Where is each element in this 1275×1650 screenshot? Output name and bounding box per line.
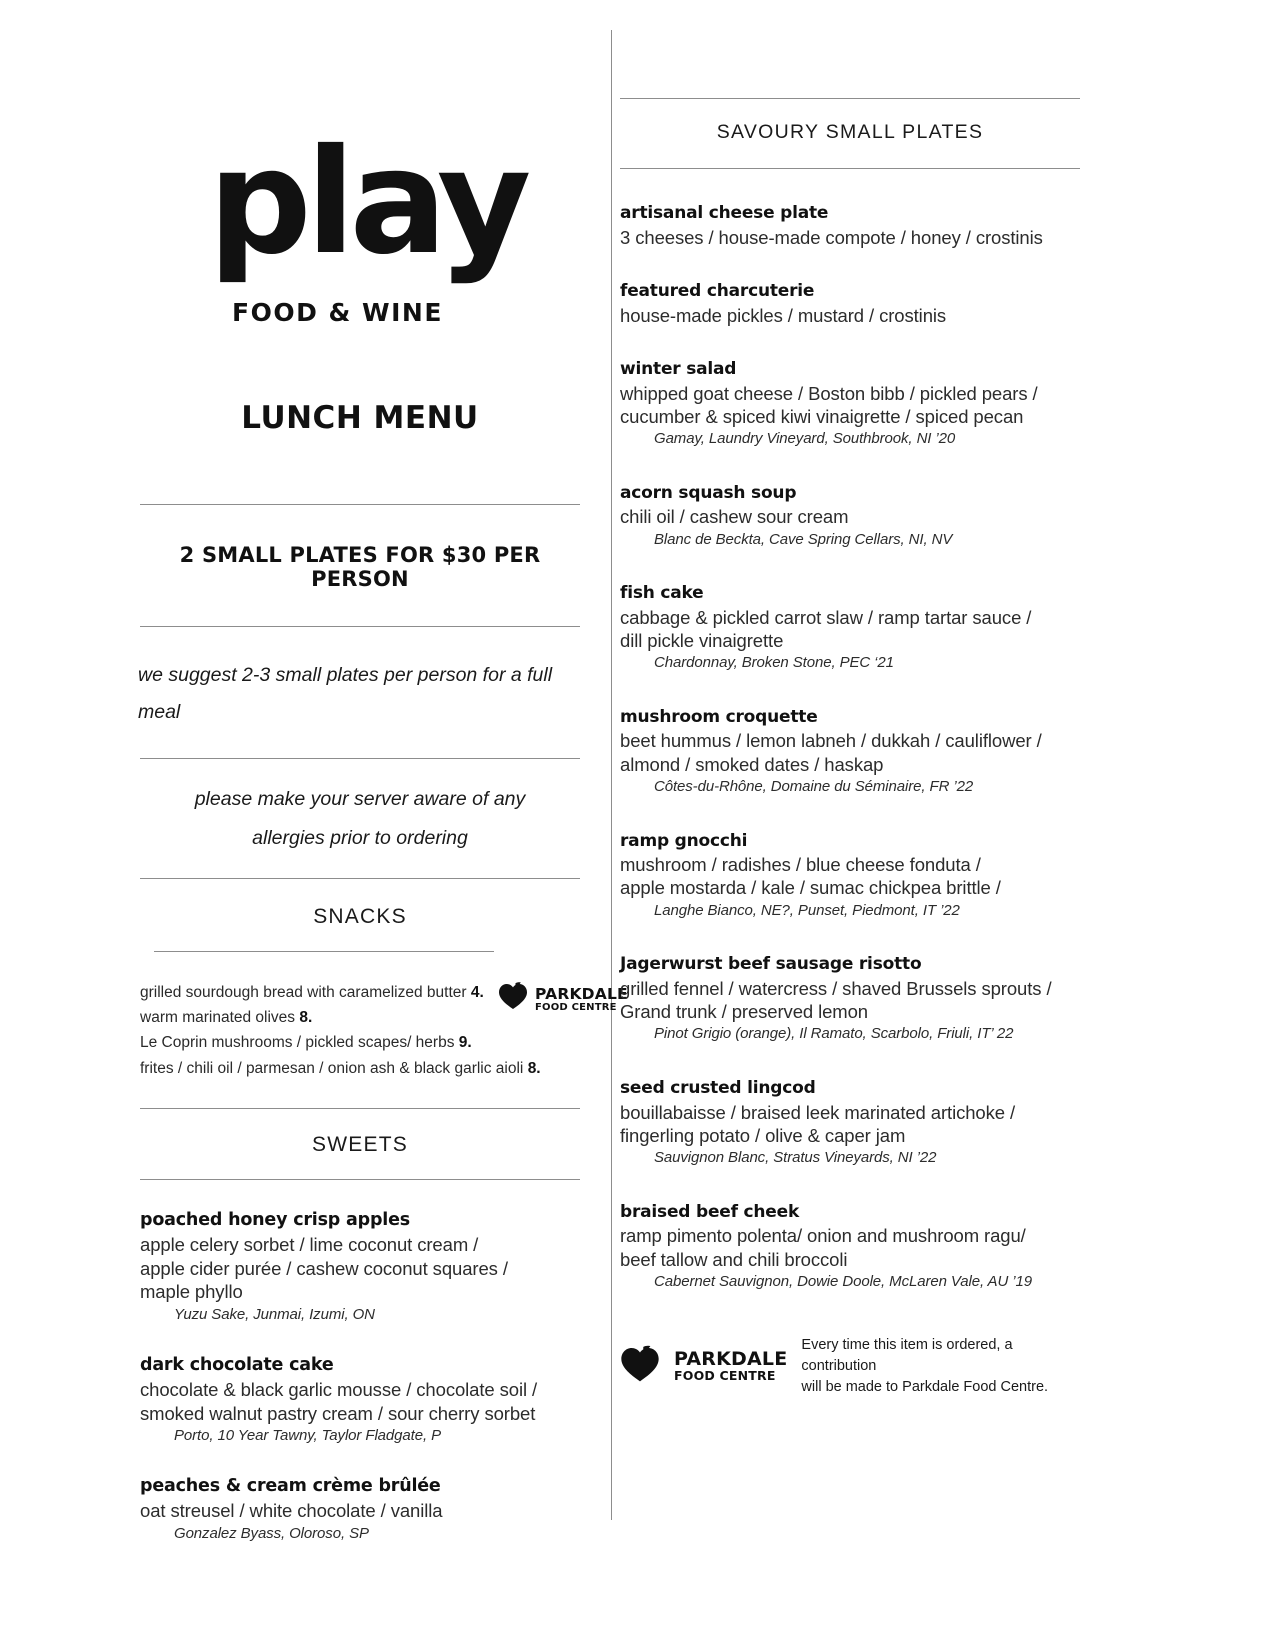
section-heading-sweets: SWEETS: [312, 1132, 408, 1156]
menu-item-name: ramp gnocchi: [620, 830, 748, 851]
menu-item-description: apple cider purée / cashew coconut squares /: [140, 1257, 508, 1279]
menu-item: [620, 201, 1080, 249]
menu-item: [620, 581, 1080, 675]
promo-text: 2 SMALL PLATES FOR $30 PER PERSON: [179, 543, 541, 591]
menu-item-pairing: Yuzu Sake, Junmai, Izumi, ON: [174, 1306, 375, 1324]
divider-rule: [140, 504, 580, 505]
suggestion-note: we suggest 2-3 small plates per person for a full meal: [138, 664, 553, 724]
menu-item-description: almond / smoked dates / haskap: [620, 753, 884, 775]
menu-item-pairing: Langhe Bianco, NE?, Punset, Piedmont, IT ’22: [654, 901, 960, 919]
menu-item-name: featured charcuterie: [620, 280, 815, 301]
divider-rule: [620, 168, 1080, 169]
divider-rule: [620, 98, 1080, 99]
menu-item-description: 3 cheeses / house-made compote / honey / crostinis: [620, 226, 1043, 248]
menu-item-pairing: Pinot Grigio (orange), Il Ramato, Scarbolo, Friuli, IT’ 22: [654, 1025, 1014, 1043]
snacks-list: [140, 980, 628, 1080]
menu-item-name: peaches & cream crème brûlée: [140, 1475, 441, 1496]
divider-rule: [140, 878, 580, 879]
divider-rule: [140, 626, 580, 627]
heart-icon: [498, 982, 528, 1018]
menu-item: [140, 1353, 580, 1448]
snack-item: [140, 1030, 580, 1055]
snack-description: warm marinated olives: [140, 1009, 300, 1027]
menu-item-name: Jagerwurst beef sausage risotto: [620, 954, 922, 975]
menu-item-name: poached honey crisp apples: [140, 1209, 410, 1230]
menu-item-description: whipped goat cheese / Boston bibb / pickled pears /: [620, 382, 1038, 404]
menu-item-name: seed crusted lingcod: [620, 1077, 816, 1098]
allergy-note-line-2: allergies prior to ordering: [252, 827, 468, 850]
logo-tagline: FOOD & WINE: [230, 296, 449, 329]
menu-item-name: acorn squash soup: [620, 482, 797, 503]
menu-item: [620, 357, 1080, 451]
menu-item: [620, 481, 1080, 551]
menu-item-name: braised beef cheek: [620, 1201, 800, 1222]
menu-item: [620, 1200, 1080, 1294]
menu-item-description: beef tallow and chili broccoli: [620, 1248, 848, 1270]
menu-item-description: chili oil / cashew sour cream: [620, 506, 849, 528]
snack-description: grilled sourdough bread with caramelized butter: [140, 984, 471, 1002]
parkdale-contribution-note: [801, 1335, 1080, 1397]
menu-item: [620, 829, 1080, 923]
menu-item-pairing: Gonzalez Byass, Oloroso, SP: [174, 1524, 369, 1542]
menu-item-pairing: Côtes-du-Rhône, Domaine du Séminaire, FR ’22: [654, 778, 974, 796]
menu-item: [140, 1208, 580, 1327]
snack-item: [140, 1056, 580, 1081]
parkdale-name: PARKDALE: [535, 985, 628, 1004]
snack-price: 8.: [299, 1009, 313, 1027]
snack-description: frites / chili oil / parmesan / onion ash & black garlic aioli: [140, 1059, 528, 1077]
snack-price: 4.: [470, 984, 484, 1002]
menu-item-description: dill pickle vinaigrette: [620, 629, 784, 651]
right-column: [620, 0, 1080, 1397]
menu-item-description: apple mostarda / kale / sumac chickpea brittle /: [620, 877, 1001, 899]
sweets-list: [140, 1208, 580, 1546]
divider-rule: [140, 1108, 580, 1109]
menu-item-description: bouillabaisse / braised leek marinated artichoke /: [620, 1101, 1016, 1123]
section-heading-savoury: SAVOURY SMALL PLATES: [716, 121, 984, 143]
column-divider: [611, 30, 612, 1520]
left-column: [138, 0, 628, 1549]
parkdale-note-line-2: will be made to Parkdale Food Centre.: [801, 1378, 1049, 1395]
allergy-note-line-1: please make your server aware of any: [194, 788, 526, 811]
menu-item-description: chocolate & black garlic mousse / chocolate soil /: [140, 1378, 538, 1400]
menu-item-description: maple phyllo: [140, 1281, 243, 1303]
menu-item-description: fingerling potato / olive & caper jam: [620, 1124, 906, 1146]
heart-icon: [620, 1345, 660, 1388]
brand-logo: [140, 118, 580, 388]
menu-item-description: beet hummus / lemon labneh / dukkah / cauliflower /: [620, 730, 1042, 752]
menu-item: [620, 952, 1080, 1046]
divider-rule: [154, 951, 494, 952]
menu-item-description: mushroom / radishes / blue cheese fonduta /: [620, 854, 981, 876]
menu-item-description: cabbage & pickled carrot slaw / ramp tartar sauce /: [620, 606, 1032, 628]
logo-wordmark: play: [208, 118, 526, 287]
menu-item-description: Grand trunk / preserved lemon: [620, 1001, 868, 1023]
parkdale-note-line-1: Every time this item is ordered, a contribution: [801, 1337, 1013, 1375]
menu-item-pairing: Cabernet Sauvignon, Dowie Doole, McLaren Vale, AU ’19: [654, 1272, 1032, 1290]
menu-item-name: dark chocolate cake: [140, 1354, 334, 1375]
parkdale-logo-text: [674, 1350, 787, 1382]
section-heading-snacks: SNACKS: [313, 905, 407, 929]
menu-item-name: artisanal cheese plate: [620, 203, 829, 223]
menu-item-name: mushroom croquette: [620, 706, 818, 727]
snack-price: 9.: [458, 1034, 472, 1052]
divider-rule: [140, 1179, 580, 1180]
menu-item-description: grilled fennel / watercress / shaved Brussels sprouts /: [620, 977, 1052, 999]
menu-item-name: fish cake: [620, 583, 704, 604]
menu-item-description: smoked walnut pastry cream / sour cherry sorbet: [140, 1402, 536, 1424]
menu-item-name: winter salad: [620, 358, 737, 379]
menu-item-description: oat streusel / white chocolate / vanilla: [140, 1500, 443, 1522]
menu-item: [620, 705, 1080, 799]
menu-item-pairing: Porto, 10 Year Tawny, Taylor Fladgate, P: [174, 1427, 441, 1445]
menu-item-description: apple celery sorbet / lime coconut cream /: [140, 1234, 479, 1255]
divider-rule: [140, 758, 580, 759]
parkdale-subtitle: FOOD CENTRE: [535, 1002, 617, 1014]
parkdale-footer: [620, 1335, 1080, 1397]
menu-item-description: house-made pickles / mustard / crostinis: [620, 304, 947, 326]
menu-item-pairing: Blanc de Beckta, Cave Spring Cellars, NI, NV: [654, 530, 953, 548]
snack-price: 8.: [527, 1059, 541, 1077]
menu-item-pairing: Chardonnay, Broken Stone, PEC ‘21: [654, 654, 894, 672]
parkdale-logo-text: [535, 987, 628, 1013]
menu-item-pairing: Gamay, Laundry Vineyard, Southbrook, NI ’20: [654, 430, 956, 448]
parkdale-name: PARKDALE: [674, 1348, 788, 1371]
parkdale-food-centre-logo: [498, 982, 628, 1018]
page-title: LUNCH MENU: [241, 400, 479, 436]
menu-item: [620, 279, 1080, 327]
savoury-list: [620, 201, 1080, 1293]
menu-item-description: ramp pimento polenta/ onion and mushroom ragu/: [620, 1225, 1026, 1247]
menu-item-pairing: Sauvignon Blanc, Stratus Vineyards, NI ’22: [654, 1149, 937, 1167]
snack-description: Le Coprin mushrooms / pickled scapes/ herbs: [140, 1034, 459, 1052]
menu-item: [140, 1474, 580, 1546]
menu-item: [620, 1076, 1080, 1170]
parkdale-subtitle: FOOD CENTRE: [674, 1367, 776, 1383]
menu-item-description: cucumber & spiced kiwi vinaigrette / spiced pecan: [620, 405, 1024, 427]
